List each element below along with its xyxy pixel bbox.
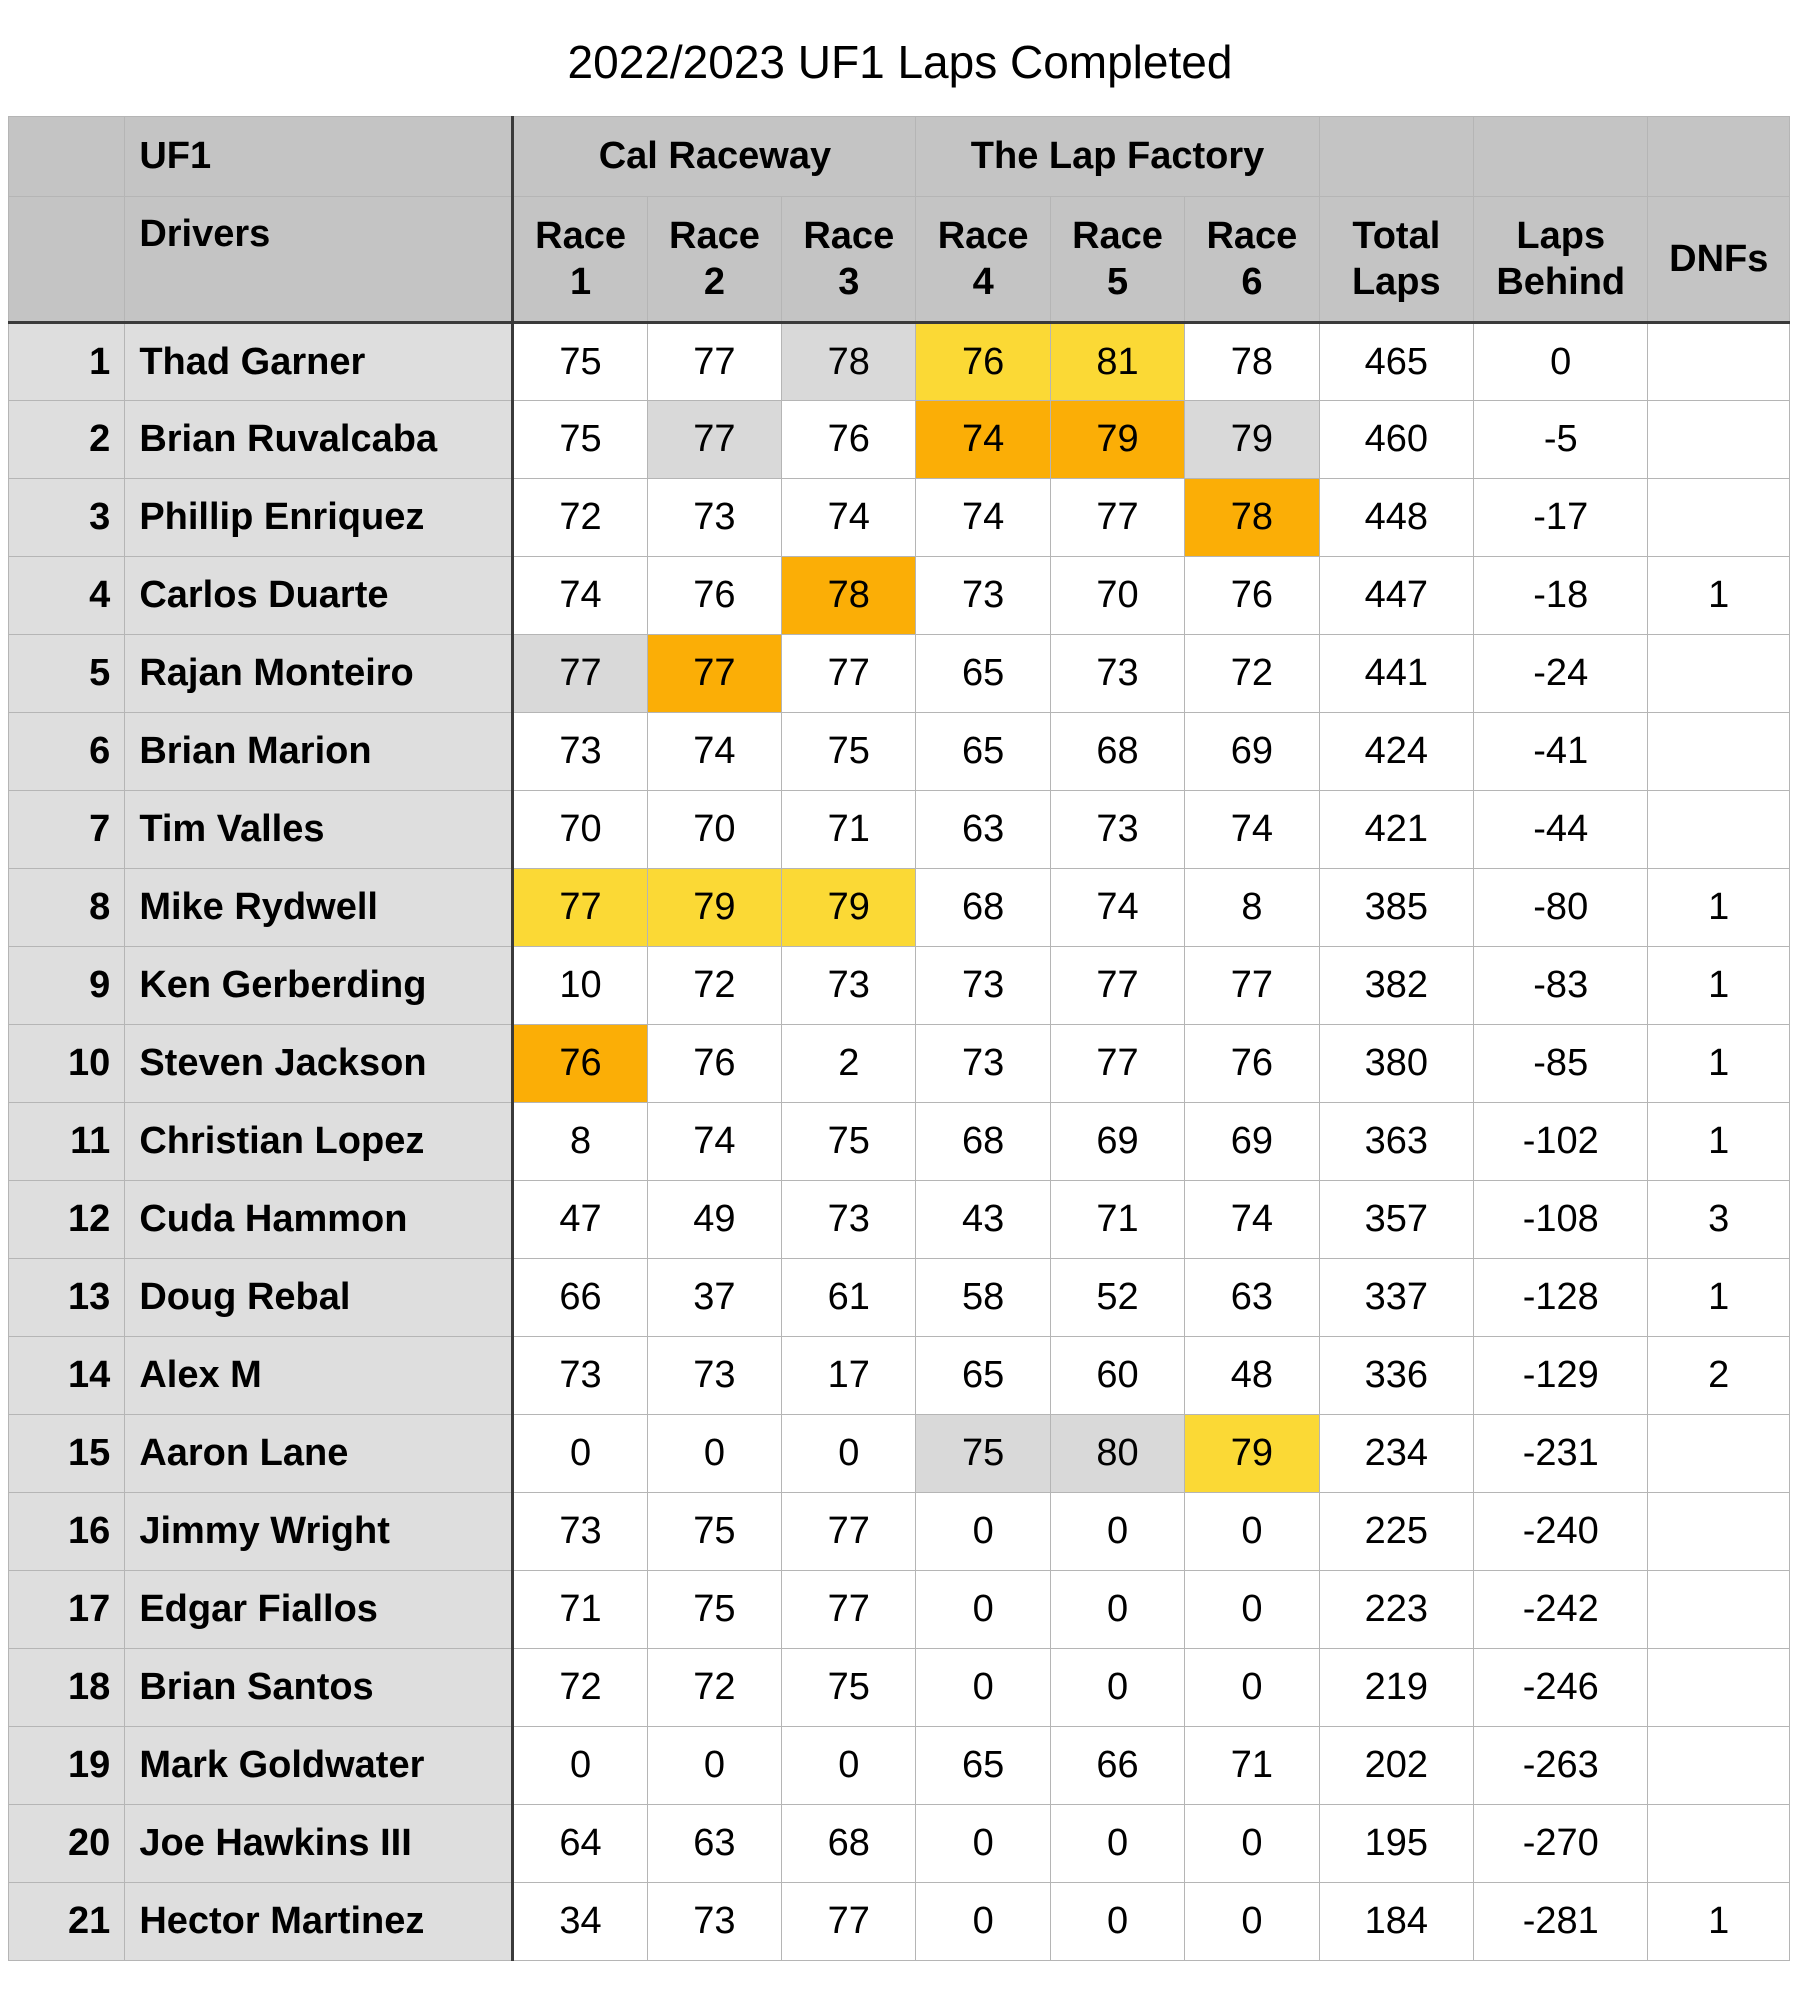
laps-behind: -41	[1474, 713, 1648, 791]
race-6-laps: 63	[1185, 1259, 1319, 1337]
table-row	[9, 713, 1790, 791]
race-2-laps: 73	[647, 1883, 781, 1961]
rank-cell: 14	[9, 1337, 125, 1415]
race-2-laps: 0	[647, 1727, 781, 1805]
race-2-laps: 75	[647, 1493, 781, 1571]
rank-cell: 8	[9, 869, 125, 947]
race-5-laps: 0	[1050, 1493, 1184, 1571]
race-4-laps: 68	[916, 869, 1050, 947]
race-2-laps: 77	[647, 323, 781, 401]
total-laps: 465	[1319, 323, 1473, 401]
race-5-laps: 81	[1050, 323, 1184, 401]
race-2-laps: 37	[647, 1259, 781, 1337]
laps-behind: -108	[1474, 1181, 1648, 1259]
dnfs-count	[1648, 635, 1790, 713]
race-3-laps: 76	[782, 401, 916, 479]
race-4-laps: 58	[916, 1259, 1050, 1337]
driver-name: Aaron Lane	[125, 1415, 513, 1493]
race-5-laps: 77	[1050, 1025, 1184, 1103]
header-race-6: Race 6	[1185, 197, 1319, 323]
rank-cell: 17	[9, 1571, 125, 1649]
race-1-laps: 72	[513, 1649, 647, 1727]
race-5-laps: 71	[1050, 1181, 1184, 1259]
dnfs-count	[1648, 1571, 1790, 1649]
driver-name: Edgar Fiallos	[125, 1571, 513, 1649]
race-6-laps: 79	[1185, 401, 1319, 479]
race-2-laps: 0	[647, 1415, 781, 1493]
total-laps: 421	[1319, 791, 1473, 869]
rank-cell: 5	[9, 635, 125, 713]
header-track-cal-raceway: Cal Raceway	[513, 117, 916, 197]
race-3-laps: 17	[782, 1337, 916, 1415]
table-row	[9, 1571, 1790, 1649]
race-6-laps: 79	[1185, 1415, 1319, 1493]
header-blank	[1648, 117, 1790, 197]
total-laps: 234	[1319, 1415, 1473, 1493]
table-row	[9, 1805, 1790, 1883]
page-title: 2022/2023 UF1 Laps Completed	[567, 36, 1233, 88]
race-2-laps: 76	[647, 1025, 781, 1103]
race-1-laps: 0	[513, 1727, 647, 1805]
rank-cell: 11	[9, 1103, 125, 1181]
dnfs-count: 3	[1648, 1181, 1790, 1259]
dnfs-count	[1648, 1727, 1790, 1805]
table-row	[9, 1181, 1790, 1259]
dnfs-count	[1648, 323, 1790, 401]
rank-cell: 7	[9, 791, 125, 869]
race-3-laps: 77	[782, 1493, 916, 1571]
dnfs-count	[1648, 1415, 1790, 1493]
race-6-laps: 78	[1185, 479, 1319, 557]
race-3-laps: 2	[782, 1025, 916, 1103]
driver-name: Christian Lopez	[125, 1103, 513, 1181]
header-corner	[9, 117, 125, 197]
dnfs-count	[1648, 401, 1790, 479]
race-2-laps: 74	[647, 713, 781, 791]
driver-name: Carlos Duarte	[125, 557, 513, 635]
race-3-laps: 75	[782, 1649, 916, 1727]
driver-name: Brian Santos	[125, 1649, 513, 1727]
table-row	[9, 947, 1790, 1025]
table-row	[9, 1883, 1790, 1961]
race-3-laps: 61	[782, 1259, 916, 1337]
race-2-laps: 72	[647, 1649, 781, 1727]
total-laps: 202	[1319, 1727, 1473, 1805]
race-6-laps: 71	[1185, 1727, 1319, 1805]
table-row	[9, 1103, 1790, 1181]
race-6-laps: 0	[1185, 1571, 1319, 1649]
race-6-laps: 48	[1185, 1337, 1319, 1415]
race-5-laps: 0	[1050, 1883, 1184, 1961]
header-group-label: UF1	[125, 117, 513, 197]
total-laps: 184	[1319, 1883, 1473, 1961]
rank-cell: 19	[9, 1727, 125, 1805]
race-1-laps: 77	[513, 635, 647, 713]
table-row	[9, 1727, 1790, 1805]
total-laps: 424	[1319, 713, 1473, 791]
laps-behind: -102	[1474, 1103, 1648, 1181]
race-1-laps: 73	[513, 1337, 647, 1415]
rank-cell: 4	[9, 557, 125, 635]
dnfs-count: 1	[1648, 947, 1790, 1025]
race-6-laps: 8	[1185, 869, 1319, 947]
header-blank	[1474, 117, 1648, 197]
race-4-laps: 43	[916, 1181, 1050, 1259]
table-row	[9, 1649, 1790, 1727]
race-3-laps: 75	[782, 1103, 916, 1181]
table-row	[9, 1415, 1790, 1493]
race-1-laps: 73	[513, 1493, 647, 1571]
driver-name: Jimmy Wright	[125, 1493, 513, 1571]
total-laps: 385	[1319, 869, 1473, 947]
driver-name: Brian Marion	[125, 713, 513, 791]
total-laps: 441	[1319, 635, 1473, 713]
rank-cell: 15	[9, 1415, 125, 1493]
driver-name: Mike Rydwell	[125, 869, 513, 947]
dnfs-count	[1648, 479, 1790, 557]
race-4-laps: 74	[916, 479, 1050, 557]
driver-name: Ken Gerberding	[125, 947, 513, 1025]
race-2-laps: 77	[647, 401, 781, 479]
dnfs-count	[1648, 713, 1790, 791]
race-3-laps: 78	[782, 557, 916, 635]
race-4-laps: 0	[916, 1493, 1050, 1571]
dnfs-count: 2	[1648, 1337, 1790, 1415]
driver-name: Mark Goldwater	[125, 1727, 513, 1805]
race-5-laps: 79	[1050, 401, 1184, 479]
race-2-laps: 76	[647, 557, 781, 635]
total-laps: 223	[1319, 1571, 1473, 1649]
race-4-laps: 73	[916, 557, 1050, 635]
race-4-laps: 75	[916, 1415, 1050, 1493]
laps-behind: -128	[1474, 1259, 1648, 1337]
driver-name: Cuda Hammon	[125, 1181, 513, 1259]
dnfs-count: 1	[1648, 1103, 1790, 1181]
driver-name: Thad Garner	[125, 323, 513, 401]
race-5-laps: 74	[1050, 869, 1184, 947]
race-4-laps: 73	[916, 947, 1050, 1025]
rank-cell: 2	[9, 401, 125, 479]
race-2-laps: 73	[647, 1337, 781, 1415]
race-1-laps: 76	[513, 1025, 647, 1103]
race-6-laps: 77	[1185, 947, 1319, 1025]
race-5-laps: 60	[1050, 1337, 1184, 1415]
race-6-laps: 0	[1185, 1493, 1319, 1571]
dnfs-count: 1	[1648, 1259, 1790, 1337]
race-1-laps: 75	[513, 401, 647, 479]
rank-cell: 20	[9, 1805, 125, 1883]
race-1-laps: 71	[513, 1571, 647, 1649]
laps-behind: -263	[1474, 1727, 1648, 1805]
dnfs-count: 1	[1648, 869, 1790, 947]
header-race-4: Race 4	[916, 197, 1050, 323]
race-3-laps: 74	[782, 479, 916, 557]
total-laps: 337	[1319, 1259, 1473, 1337]
race-6-laps: 69	[1185, 1103, 1319, 1181]
race-1-laps: 74	[513, 557, 647, 635]
race-6-laps: 74	[1185, 1181, 1319, 1259]
total-laps: 447	[1319, 557, 1473, 635]
laps-behind: -281	[1474, 1883, 1648, 1961]
dnfs-count	[1648, 1493, 1790, 1571]
laps-behind: -80	[1474, 869, 1648, 947]
race-3-laps: 73	[782, 947, 916, 1025]
rank-cell: 16	[9, 1493, 125, 1571]
header-track-lap-factory: The Lap Factory	[916, 117, 1319, 197]
table-row	[9, 869, 1790, 947]
race-2-laps: 49	[647, 1181, 781, 1259]
race-4-laps: 65	[916, 1727, 1050, 1805]
race-1-laps: 47	[513, 1181, 647, 1259]
race-1-laps: 34	[513, 1883, 647, 1961]
race-4-laps: 65	[916, 635, 1050, 713]
header-blank	[1319, 117, 1473, 197]
race-3-laps: 78	[782, 323, 916, 401]
race-1-laps: 64	[513, 1805, 647, 1883]
race-3-laps: 68	[782, 1805, 916, 1883]
table-row	[9, 791, 1790, 869]
laps-behind: -240	[1474, 1493, 1648, 1571]
header-corner	[9, 197, 125, 323]
race-3-laps: 79	[782, 869, 916, 947]
driver-name: Joe Hawkins III	[125, 1805, 513, 1883]
total-laps: 225	[1319, 1493, 1473, 1571]
rank-cell: 1	[9, 323, 125, 401]
race-1-laps: 66	[513, 1259, 647, 1337]
dnfs-count: 1	[1648, 1025, 1790, 1103]
laps-behind: -83	[1474, 947, 1648, 1025]
race-5-laps: 69	[1050, 1103, 1184, 1181]
table-row	[9, 479, 1790, 557]
dnfs-count: 1	[1648, 557, 1790, 635]
race-3-laps: 0	[782, 1727, 916, 1805]
laps-behind: -85	[1474, 1025, 1648, 1103]
dnfs-count	[1648, 1649, 1790, 1727]
race-2-laps: 75	[647, 1571, 781, 1649]
table-row	[9, 1025, 1790, 1103]
header-race-5: Race 5	[1050, 197, 1184, 323]
race-6-laps: 74	[1185, 791, 1319, 869]
laps-behind: -18	[1474, 557, 1648, 635]
race-4-laps: 65	[916, 713, 1050, 791]
race-5-laps: 66	[1050, 1727, 1184, 1805]
race-1-laps: 0	[513, 1415, 647, 1493]
header-race-1: Race 1	[513, 197, 647, 323]
laps-behind: -270	[1474, 1805, 1648, 1883]
race-1-laps: 77	[513, 869, 647, 947]
laps-behind: -44	[1474, 791, 1648, 869]
race-1-laps: 72	[513, 479, 647, 557]
header-drivers: Drivers	[125, 197, 513, 323]
dnfs-count	[1648, 791, 1790, 869]
table-row	[9, 1493, 1790, 1571]
rank-cell: 10	[9, 1025, 125, 1103]
header-race-2: Race 2	[647, 197, 781, 323]
race-1-laps: 8	[513, 1103, 647, 1181]
driver-name: Tim Valles	[125, 791, 513, 869]
race-3-laps: 73	[782, 1181, 916, 1259]
table-row	[9, 635, 1790, 713]
race-5-laps: 68	[1050, 713, 1184, 791]
driver-name: Steven Jackson	[125, 1025, 513, 1103]
race-5-laps: 0	[1050, 1805, 1184, 1883]
driver-name: Brian Ruvalcaba	[125, 401, 513, 479]
race-2-laps: 63	[647, 1805, 781, 1883]
race-4-laps: 65	[916, 1337, 1050, 1415]
race-4-laps: 76	[916, 323, 1050, 401]
laps-behind: -242	[1474, 1571, 1648, 1649]
laps-behind: -231	[1474, 1415, 1648, 1493]
race-3-laps: 71	[782, 791, 916, 869]
race-2-laps: 70	[647, 791, 781, 869]
table-row	[9, 557, 1790, 635]
rank-cell: 21	[9, 1883, 125, 1961]
race-1-laps: 73	[513, 713, 647, 791]
race-2-laps: 77	[647, 635, 781, 713]
race-6-laps: 78	[1185, 323, 1319, 401]
header-dnfs: DNFs	[1648, 197, 1790, 323]
race-6-laps: 0	[1185, 1805, 1319, 1883]
race-3-laps: 0	[782, 1415, 916, 1493]
header-laps-behind: Laps Behind	[1474, 197, 1648, 323]
race-5-laps: 70	[1050, 557, 1184, 635]
total-laps: 336	[1319, 1337, 1473, 1415]
dnfs-count	[1648, 1805, 1790, 1883]
race-6-laps: 0	[1185, 1649, 1319, 1727]
race-2-laps: 74	[647, 1103, 781, 1181]
race-5-laps: 52	[1050, 1259, 1184, 1337]
table-row	[9, 401, 1790, 479]
total-laps: 380	[1319, 1025, 1473, 1103]
laps-behind: -129	[1474, 1337, 1648, 1415]
total-laps: 448	[1319, 479, 1473, 557]
race-4-laps: 0	[916, 1883, 1050, 1961]
header-total-laps: Total Laps	[1319, 197, 1473, 323]
table-row	[9, 1259, 1790, 1337]
table-row	[9, 323, 1790, 401]
race-2-laps: 72	[647, 947, 781, 1025]
table-row	[9, 1337, 1790, 1415]
race-5-laps: 80	[1050, 1415, 1184, 1493]
driver-name: Phillip Enriquez	[125, 479, 513, 557]
race-4-laps: 0	[916, 1805, 1050, 1883]
total-laps: 357	[1319, 1181, 1473, 1259]
race-5-laps: 73	[1050, 635, 1184, 713]
rank-cell: 3	[9, 479, 125, 557]
race-2-laps: 73	[647, 479, 781, 557]
laps-behind: -17	[1474, 479, 1648, 557]
rank-cell: 6	[9, 713, 125, 791]
laps-table	[8, 116, 1790, 1961]
total-laps: 460	[1319, 401, 1473, 479]
total-laps: 382	[1319, 947, 1473, 1025]
laps-behind: -5	[1474, 401, 1648, 479]
race-5-laps: 0	[1050, 1571, 1184, 1649]
header-row-columns	[9, 197, 1790, 323]
race-6-laps: 76	[1185, 557, 1319, 635]
rank-cell: 9	[9, 947, 125, 1025]
race-3-laps: 77	[782, 1571, 916, 1649]
total-laps: 363	[1319, 1103, 1473, 1181]
driver-name: Doug Rebal	[125, 1259, 513, 1337]
race-2-laps: 79	[647, 869, 781, 947]
race-3-laps: 77	[782, 1883, 916, 1961]
race-4-laps: 68	[916, 1103, 1050, 1181]
race-5-laps: 0	[1050, 1649, 1184, 1727]
race-5-laps: 73	[1050, 791, 1184, 869]
rank-cell: 12	[9, 1181, 125, 1259]
race-6-laps: 0	[1185, 1883, 1319, 1961]
race-5-laps: 77	[1050, 947, 1184, 1025]
header-race-3: Race 3	[782, 197, 916, 323]
driver-name: Rajan Monteiro	[125, 635, 513, 713]
header-row-tracks	[9, 117, 1790, 197]
race-4-laps: 0	[916, 1571, 1050, 1649]
race-3-laps: 75	[782, 713, 916, 791]
laps-behind: -24	[1474, 635, 1648, 713]
race-1-laps: 10	[513, 947, 647, 1025]
race-4-laps: 63	[916, 791, 1050, 869]
rank-cell: 13	[9, 1259, 125, 1337]
race-6-laps: 69	[1185, 713, 1319, 791]
race-3-laps: 77	[782, 635, 916, 713]
race-4-laps: 73	[916, 1025, 1050, 1103]
race-5-laps: 77	[1050, 479, 1184, 557]
race-6-laps: 76	[1185, 1025, 1319, 1103]
driver-name: Hector Martinez	[125, 1883, 513, 1961]
race-4-laps: 0	[916, 1649, 1050, 1727]
race-1-laps: 75	[513, 323, 647, 401]
laps-behind: -246	[1474, 1649, 1648, 1727]
race-1-laps: 70	[513, 791, 647, 869]
rank-cell: 18	[9, 1649, 125, 1727]
race-6-laps: 72	[1185, 635, 1319, 713]
total-laps: 195	[1319, 1805, 1473, 1883]
dnfs-count: 1	[1648, 1883, 1790, 1961]
race-4-laps: 74	[916, 401, 1050, 479]
total-laps: 219	[1319, 1649, 1473, 1727]
laps-behind: 0	[1474, 323, 1648, 401]
driver-name: Alex M	[125, 1337, 513, 1415]
